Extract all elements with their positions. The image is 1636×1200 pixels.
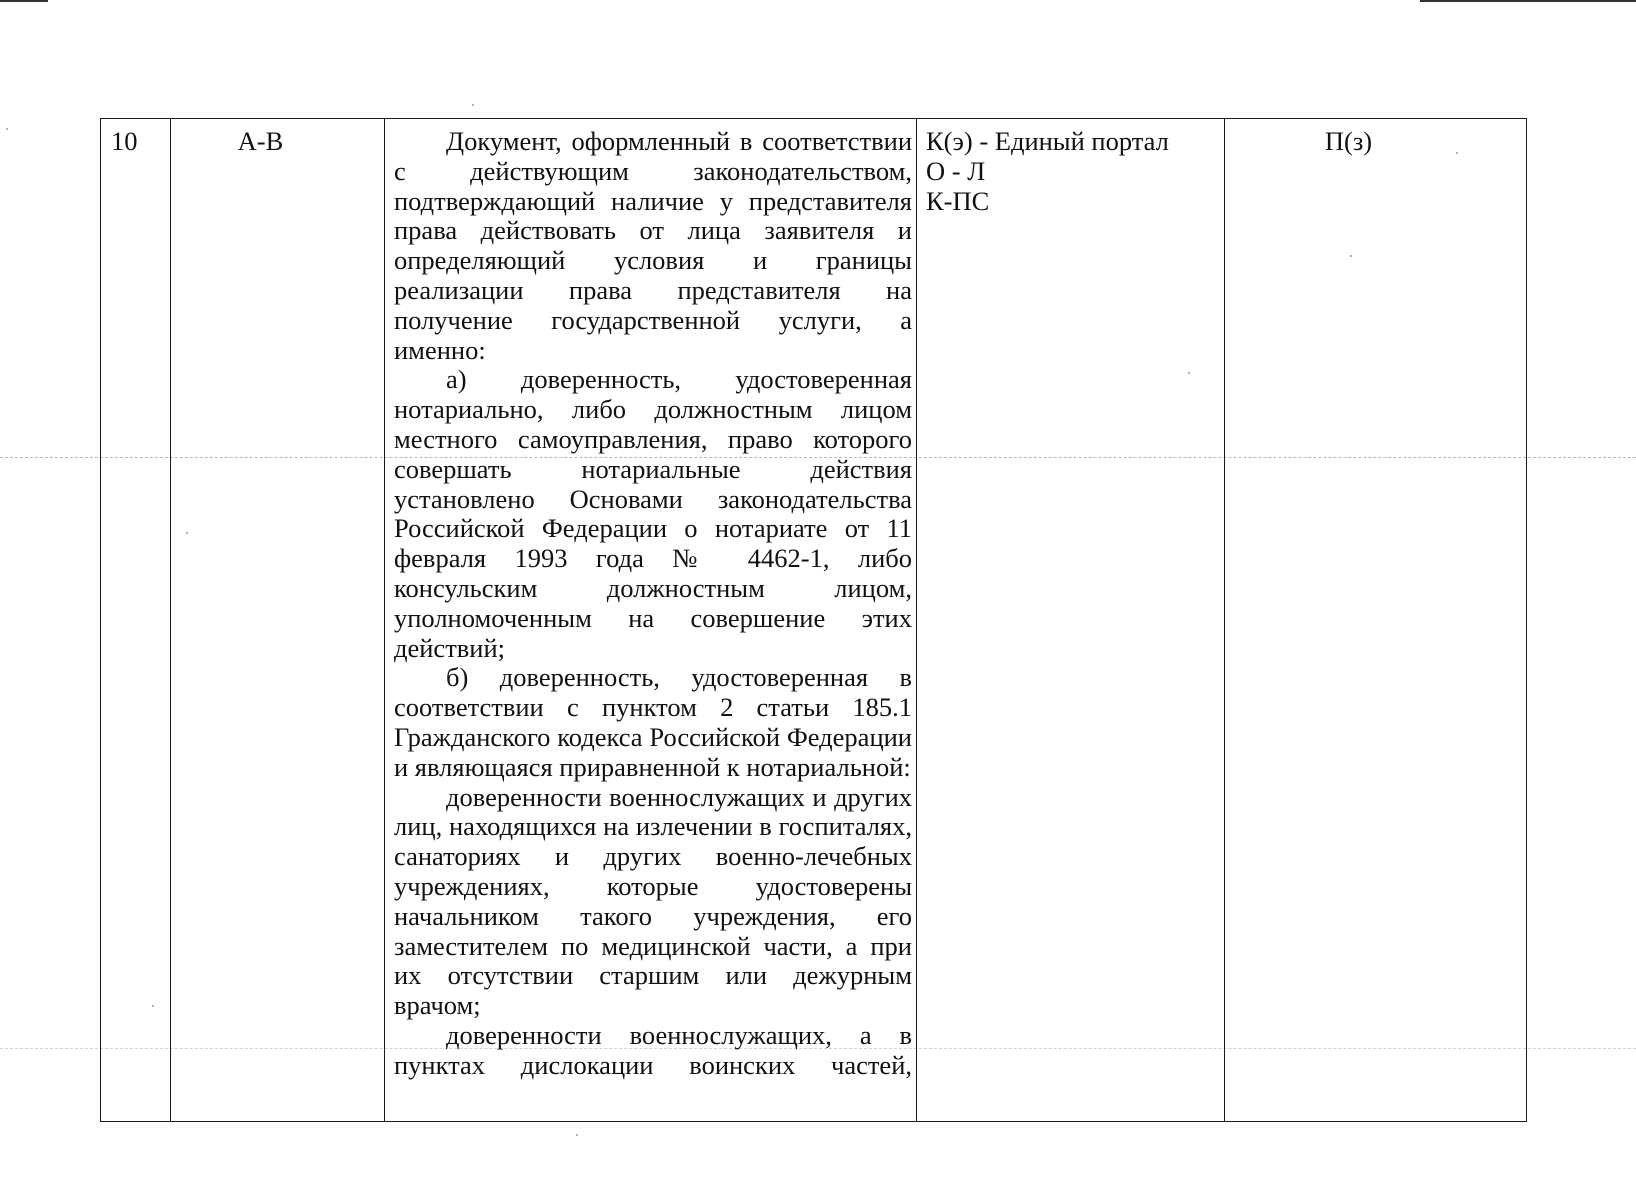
- description-paragraph: а) доверенность, удостоверенная нотариально, либо должностным лицом местного самоуправления, право которого совершать нотариальные действия установлено Основами законодательства Российской Федерации о нотариате от 11 февраля 1993 года № 4462-1, либо консульским должностным лицом, уполномоченным на совершение этих действий;: [394, 364, 912, 663]
- channel-item: О - Л: [926, 155, 986, 186]
- document-form: П(з): [1324, 126, 1373, 156]
- applicant-code: А-В: [237, 126, 284, 156]
- scan-edge-mark: [0, 0, 48, 2]
- table-row: [101, 119, 1527, 1122]
- scan-speck: [576, 1134, 578, 1136]
- channel-item: К(э) - Единый портал: [926, 126, 1169, 156]
- applicant-code-cell: [171, 119, 385, 1122]
- document-form-cell: [1225, 119, 1527, 1122]
- description-paragraph: Документ, оформленный в соответствии с действующим законодательством, подтверждающий наличие у представителя права действовать от лица заявителя и определяющий условия и границы реализации права представителя на получение государственной услуги, а именно:: [394, 126, 912, 365]
- document-description-cell: [385, 119, 917, 1122]
- description-paragraph: б) доверенность, удостоверенная в соответствии с пунктом 2 статьи 185.1 Гражданского кодекса Российской Федерации и являющаяся приравненной к нотариальной:: [394, 662, 912, 782]
- description-paragraph: доверенности военнослужащих, а в пунктах дислокации воинских частей,: [394, 1019, 912, 1080]
- row-number-cell: [101, 119, 171, 1122]
- scan-edge-mark: [1420, 0, 1636, 2]
- row-number: 10: [111, 126, 138, 156]
- requirements-table: [100, 118, 1527, 1122]
- scan-speck: [472, 104, 474, 106]
- description-paragraph: доверенности военнослужащих и других лиц, находящихся на излечении в госпиталях, санаториях и других военно-лечебных учреждениях, которые удостоверены начальником такого учреждения, его заместителем по медицинской части, а при их отсутствии старшим или дежурным врачом;: [394, 781, 912, 1021]
- channel-item: К-ПС: [926, 185, 990, 216]
- submission-channels-cell: [917, 119, 1225, 1122]
- scan-speck: [6, 128, 8, 130]
